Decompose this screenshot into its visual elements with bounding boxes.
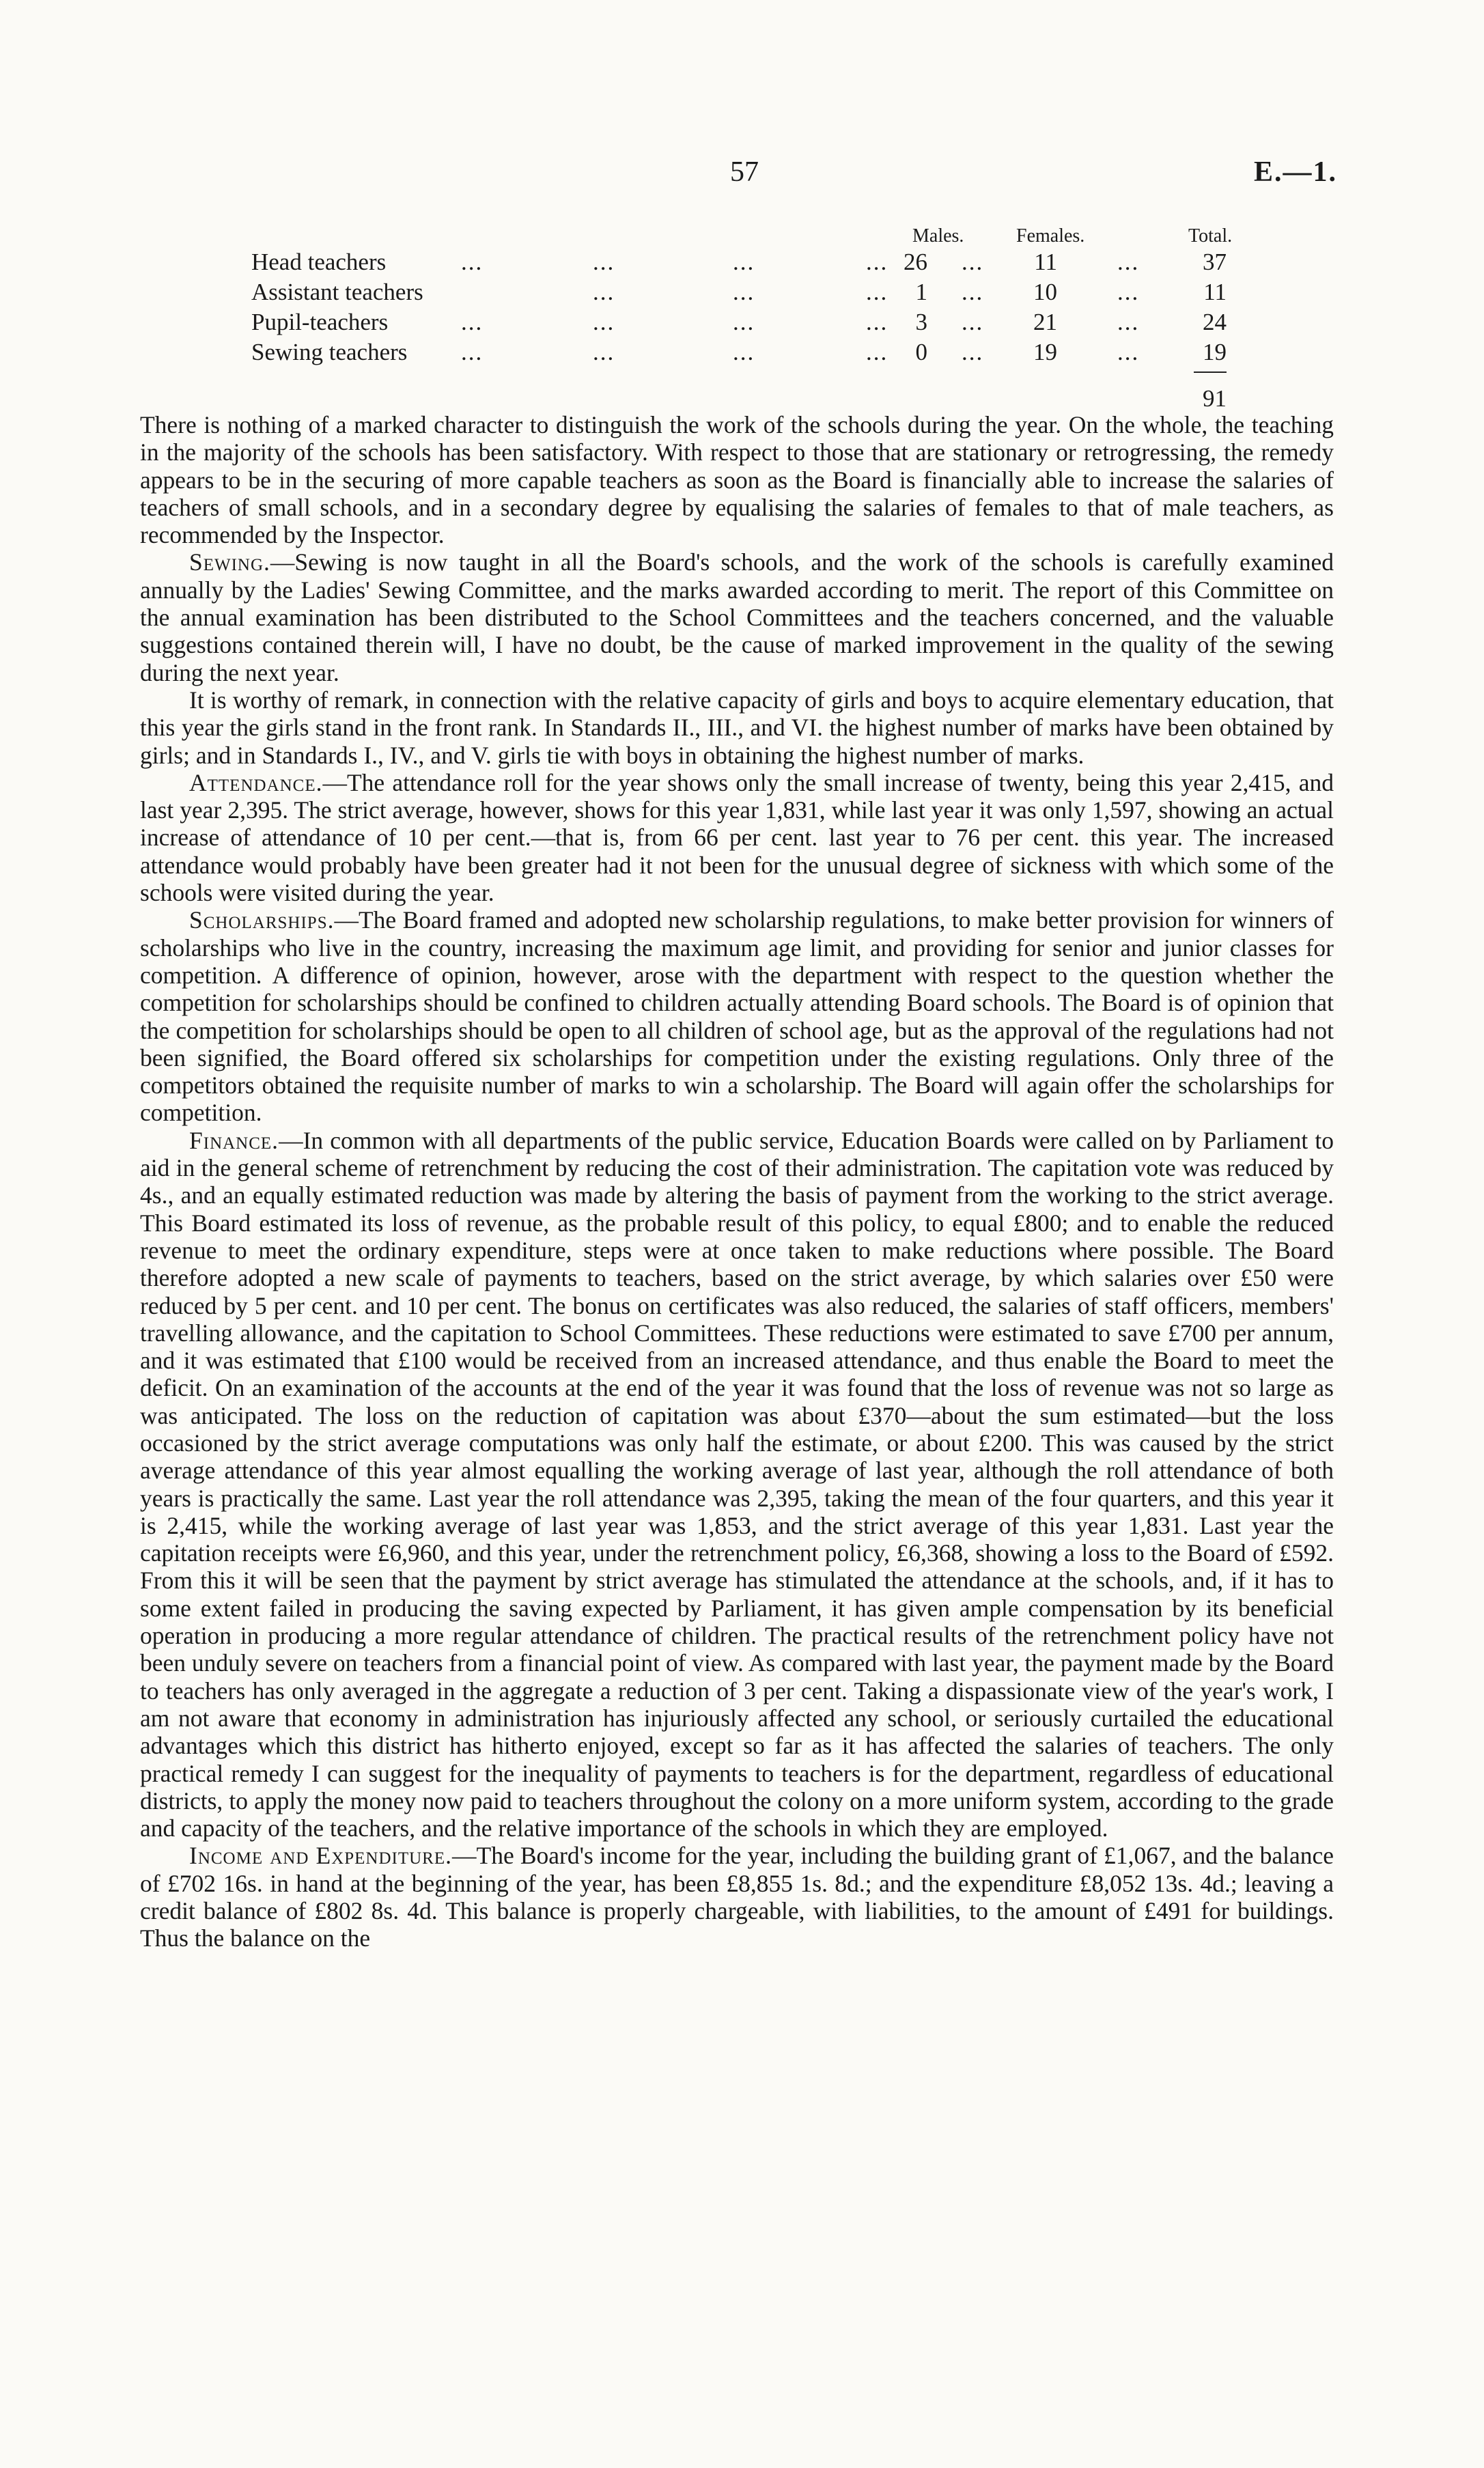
row-label: Assistant teachers — [251, 279, 423, 305]
table-row: Sewing teachers ... ... ... ... 0 ... 19 ... 19 — [251, 339, 1227, 365]
total-value: 24 — [1203, 309, 1227, 335]
row-label: Pupil-teachers — [251, 309, 389, 335]
total-rule — [1194, 371, 1227, 373]
section-heading-sewing: Sewing. — [189, 548, 270, 576]
paragraph-income: Income and Expenditure.—The Board's income for the year, including the building grant of £1,067, and the balance of £702 16s. in hand at the beginning of the year, has been £8,855 1s. 8d.; and the expenditure £8,052 13s. 4d.; leaving a credit balance of £802 8s. 4d. This balance is properly chargeable, with liabilities, to the amount of £491 for buildings. Thus the balance on the — [140, 1842, 1334, 1952]
total-value: 37 — [1203, 249, 1227, 275]
table-row: Pupil-teachers ... ... ... ... 3 ... 21 ... 24 — [251, 309, 1227, 335]
staff-table — [251, 220, 1276, 412]
total-value: 19 — [1203, 339, 1227, 365]
row-label: Head teachers — [251, 249, 387, 275]
report-body — [140, 411, 1334, 1952]
paragraph-sewing: Sewing.—Sewing is now taught in all the Board's schools, and the work of the schools is carefully examined annually by the Ladies' Sewing Committee, and the marks awarded according to merit. The report of this Committee on the annual examination has been distributed to the School Committees and the teachers concerned, and the valuable suggestions contained therein will, I have no doubt, be the cause of marked improvement in the quality of the sewing during the next year. — [140, 548, 1334, 686]
section-heading-income: Income and Expenditure. — [189, 1842, 453, 1870]
staff-table-header — [251, 220, 1276, 249]
section-heading-finance: Finance. — [189, 1126, 279, 1154]
females-value: 11 — [1034, 249, 1057, 275]
table-row: Head teachers ... ... ... ... 26 ... 11 ... 37 — [251, 249, 1227, 275]
row-label: Sewing teachers — [251, 339, 408, 365]
paragraph-teaching: There is nothing of a marked character to distinguish the work of the schools during the year. On the whole, the teaching in the majority of the schools has been satisfactory. With respect to those that are stationary or retrogressing, the remedy appears to be in the securing of more capable teachers as soon as the Board is financially able to increase the salaries of teachers of small schools, and in a secondary degree by equalising the salaries of females to that of male teachers, as recommended by the Inspector. — [140, 411, 1334, 549]
section-heading-scholarships: Scholarships. — [189, 906, 335, 934]
paragraph-scholarships: Scholarships.—The Board framed and adopted new scholarship regulations, to make better provision for winners of scholarships who live in the country, increasing the maximum age limit, and providing for senior and junior classes for competition. A difference of opinion, however, arose with the department with respect to the question whether the competition for scholarships should be confined to children actually attending Board schools. The Board is of opinion that the competition for scholarships should be open to all children of school age, but as the approval of the regulations had not been signified, the Board offered six scholarships for competition under the existing regulations. Only three of the competitors obtained the requisite number of marks to win a scholarship. The Board will again offer the scholarships for competition. — [140, 906, 1334, 1127]
table-row: Assistant teachers ... ... ... 1 ... 10 ... 11 — [251, 279, 1227, 305]
document-reference: E.—1. — [1253, 156, 1337, 188]
males-value: 3 — [915, 309, 927, 335]
section-heading-attendance: Attendance. — [189, 768, 323, 796]
females-value: 21 — [1033, 309, 1057, 335]
males-value: 0 — [915, 339, 927, 365]
females-value: 10 — [1033, 279, 1057, 305]
paragraph-attendance: Attendance.—The attendance roll for the year shows only the small increase of twenty, being this year 2,415, and last year 2,395. The strict average, however, shows for this year 1,831, while last year it was only 1,597, showing an actual increase of attendance of 10 per cent.—that is, from 66 per cent. last year to 76 per cent. this year. The increased attendance would probably have been greater had it not been for the unusual degree of sickness with which some of the schools were visited during the year. — [140, 768, 1334, 907]
paragraph-remark: It is worthy of remark, in connection with the relative capacity of girls and boys to acquire elementary education, that this year the girls stand in the front rank. In Standards II., III., and VI. the highest number of marks have been obtained by girls; and in Standards I., IV., and V. girls tie with boys in obtaining the highest number of marks. — [140, 686, 1334, 769]
total-value: 11 — [1203, 279, 1227, 305]
grand-total: 91 — [1203, 385, 1227, 412]
page-number: 57 — [730, 156, 759, 188]
column-males: Males. — [912, 225, 964, 247]
males-value: 1 — [915, 279, 927, 305]
males-value: 26 — [904, 249, 927, 275]
column-total: Total. — [1188, 225, 1233, 247]
paragraph-finance: Finance.—In common with all departments of the public service, Education Boards were called on by Parliament to aid in the general scheme of retrenchment by reducing the cost of their administration. The capitation vote was reduced by 4s., and an equally estimated reduction was made by altering the basis of payment from the working to the strict average. This Board estimated its loss of revenue, as the probable result of this policy, to equal £800; and to enable the reduced revenue to meet the ordinary expenditure, steps were at once taken to make reductions where possible. The Board therefore adopted a new scale of payments to teachers, based on the strict average, by which salaries over £50 were reduced by 5 per cent. and 10 per cent. The bonus on certificates was also reduced, the salaries of staff officers, members' travelling allowance, and the capitation to School Committees. These reductions were estimated to save £700 per annum, and it was estimated that £100 would be received from an increased attendance, and thus enable the Board to meet the deficit. On an examination of the accounts at the end of the year it was found that the loss of revenue was not so large as was anticipated. The loss on the reduction of capitation was about £370—about the sum estimated—but the loss occasioned by the strict average computations was only half the estimate, or about £200. This was caused by the strict average attendance of this year almost equalling the working average of last year, although the roll attendance of both years is practically the same. Last year the roll attendance was 2,395, taking the mean of the four quarters, and this year it is 2,415, while the working average of last year was 1,853, and the strict average of this year 1,831. Last year the capitation receipts were £6,960, and this year, under the retrenchment policy, £6,368, showing a loss to the Board of £592. From this it will be seen that the payment by strict average has stimulated the attendance at the schools, and, if it has to some extent failed in producing the saving expected by Parliament, it has given ample compensation by its beneficial operation in producing a more regular attendance of children. The practical results of the retrenchment policy have not been unduly severe on teachers from a financial point of view. As compared with last year, the payment made by the Board to teachers has only averaged in the aggregate a reduction of 3 per cent. Taking a dispassionate view of the year's work, I am not aware that economy in administration has injuriously affected any school, or seriously curtailed the educational advantages which this district has hitherto enjoyed, except so far as it has affected the salaries of teachers. The only practical remedy I can suggest for the inequality of payments to teachers is for the department, regardless of educational districts, to apply the money now paid to teachers throughout the colony on a more uniform system, according to the grade and capacity of the teachers, and the relative importance of the schools in which they are employed. — [140, 1126, 1334, 1842]
females-value: 19 — [1033, 339, 1057, 365]
column-females: Females. — [1016, 225, 1085, 247]
